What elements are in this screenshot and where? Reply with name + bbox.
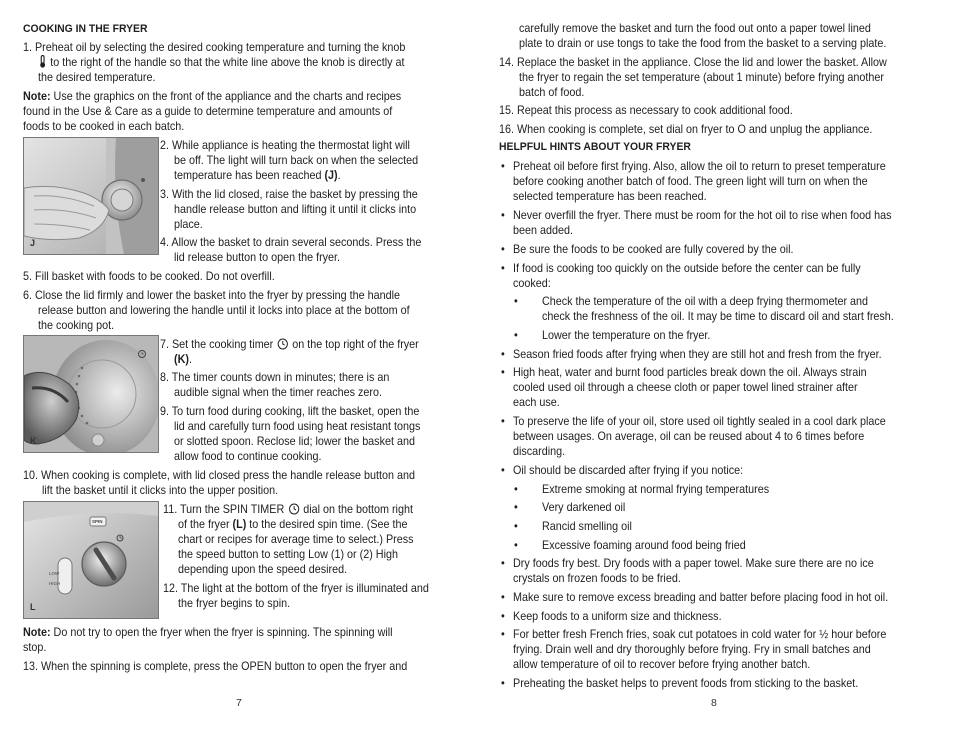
step-15: 15. Repeat this process as necessary to cook additional food. — [499, 104, 793, 117]
step-13-cont-line-2: plate to drain or use tongs to take the food from the basket to a serving plate. — [519, 37, 887, 50]
section-heading-cooking: COOKING IN THE FRYER — [23, 23, 148, 35]
hint-8: Oil should be discarded after frying if you notice: — [513, 464, 744, 477]
step-1-line-3: the desired temperature. — [38, 71, 156, 84]
note-2-line-1 — [23, 625, 393, 640]
bullet-8b: • — [514, 501, 518, 514]
bullet-2: • — [501, 209, 505, 222]
bullet-12: • — [501, 628, 505, 641]
hint-2-line-1: Never overfill the fryer. There must be room for the hot oil to rise when food has — [513, 209, 892, 222]
hint-5: Season fried foods after frying when they are still hot and fresh from the fryer. — [513, 348, 882, 361]
photo-k-cooking-timer-dial — [23, 335, 159, 453]
hint-6-line-2: cooled used oil through a cheese cloth or paper towel lined strainer after — [513, 381, 858, 394]
step-9-line-2: lid and carefully turn food using heat resistant tongs — [174, 420, 421, 433]
page-number-8: 8 — [711, 697, 717, 709]
hint-12-line-3: allow temperature of oil to recover before frying another batch. — [513, 658, 811, 671]
step-7-text-b: on the top right of the fryer — [289, 338, 419, 351]
step-7-line-1 — [160, 337, 419, 352]
hint-4b: Lower the temperature on the fryer. — [542, 329, 711, 342]
step-10-line-1: 10. When cooking is complete, with lid closed press the handle release button and — [23, 469, 415, 482]
step-12-line-2: the fryer begins to spin. — [178, 597, 291, 610]
hint-10: Make sure to remove excess breading and batter before placing food in hot oil. — [513, 591, 889, 604]
step-11-line-3: chart or recipes for average time to select.) Press — [178, 533, 414, 546]
step-14-line-3: batch of food. — [519, 86, 585, 99]
photo-j-label: J — [30, 238, 36, 248]
step-11-text-d: to the desired spin time. (See the — [246, 518, 408, 531]
bullet-13: • — [501, 677, 505, 690]
hint-7-line-3: discarding. — [513, 445, 566, 458]
step-4-line-1: 4. Allow the basket to drain several seconds. Press the — [160, 236, 422, 249]
photo-k-label: K — [30, 436, 37, 446]
step-14-line-2: the fryer to regain the set temperature (about 1 minute) before frying another — [519, 71, 885, 84]
bullet-1: • — [501, 160, 505, 173]
step-8-line-2: audible signal when the timer reaches zero. — [174, 386, 382, 399]
hint-6-line-3: each use. — [513, 396, 560, 409]
bullet-7: • — [501, 415, 505, 428]
hint-2-line-2: been added. — [513, 224, 573, 237]
step-1-line-2 — [38, 55, 405, 70]
bullet-11: • — [501, 610, 505, 623]
step-3-line-1: 3. With the lid closed, raise the basket by pressing the — [160, 188, 418, 201]
note-label: Note: — [23, 90, 51, 103]
bullet-6: • — [501, 366, 505, 379]
step-2-line-3 — [174, 168, 341, 183]
photo-j-hand-lifting-basket — [23, 137, 159, 255]
bullet-8d: • — [514, 539, 518, 552]
step-3-line-2: handle release button and lifting it until it clicks into — [174, 203, 417, 216]
bullet-8: • — [501, 464, 505, 477]
hint-1-line-1: Preheat oil before first frying. Also, allow the oil to return to preset temperature — [513, 160, 886, 173]
hint-1-line-2: before cooking another batch of food. The green light will turn on when the — [513, 175, 868, 188]
step-8-line-1: 8. The timer counts down in minutes; there is an — [160, 371, 390, 384]
note-1-text: Use the graphics on the front of the appliance and the charts and recipes — [50, 90, 402, 103]
step-1-line-2-text: to the right of the handle so that the white line above the knob is directly at — [47, 56, 405, 69]
step-13-cont-line-1: carefully remove the basket and turn the food out onto a paper towel lined — [519, 22, 871, 35]
step-10-line-2: lift the basket until it clicks into the upper position. — [42, 484, 279, 497]
note-1-line-2: found in the Use & Care as a guide to determine temperature and amounts of — [23, 105, 393, 118]
bullet-4b: • — [514, 329, 518, 342]
section-heading-hints: HELPFUL HINTS ABOUT YOUR FRYER — [499, 141, 691, 153]
page-8 — [477, 0, 954, 738]
note-2-label: Note: — [23, 626, 51, 639]
hint-8b: Very darkened oil — [542, 501, 626, 514]
spin-timer-icon — [288, 503, 299, 515]
hint-12-line-2: frying. Drain well and dry thoroughly before frying. Fry in small batches and — [513, 643, 871, 656]
thermometer-icon — [39, 55, 46, 68]
step-14-line-1: 14. Replace the basket in the appliance. Close the lid and lower the basket. Allow — [499, 56, 887, 69]
note-1-line-3: foods to be cooked in each batch. — [23, 120, 185, 133]
step-6-line-2: release button and lowering the handle until it locks into place at the bottom of — [38, 304, 410, 317]
step-16: 16. When cooking is complete, set dial on fryer to O and unplug the appliance. — [499, 123, 873, 136]
step-2-line-1: 2. While appliance is heating the thermostat light will — [160, 139, 410, 152]
step-9-line-1: 9. To turn food during cooking, lift the basket, open the — [160, 405, 420, 418]
bullet-8c: • — [514, 520, 518, 533]
page-number-7: 7 — [236, 697, 242, 709]
step-11-line-5: depending upon the speed desired. — [178, 563, 348, 576]
step-3-line-3: place. — [174, 218, 203, 231]
hint-11: Keep foods to a uniform size and thickness. — [513, 610, 722, 623]
hint-4-line-1: If food is cooking too quickly on the outside before the center can be fully — [513, 262, 861, 275]
step-11-text-b: dial on the bottom right — [300, 503, 413, 516]
figure-ref-j: (J) — [324, 169, 338, 182]
hint-8a: Extreme smoking at normal frying temperatures — [542, 483, 770, 496]
photo-l-label: L — [30, 602, 36, 612]
photo-l-high-text: HIGH — [49, 581, 61, 586]
bullet-3: • — [501, 243, 505, 256]
step-2-line-2: be off. The light will turn back on when the selected — [174, 154, 419, 167]
hint-13: Preheating the basket helps to prevent foods from sticking to the basket. — [513, 677, 859, 690]
note-2-line-2: stop. — [23, 641, 47, 654]
timer-icon — [277, 338, 288, 350]
note-1-line-1 — [23, 89, 401, 104]
step-9-line-3: or slotted spoon. Reclose lid; lower the basket and — [174, 435, 415, 448]
step-1-line-1: 1. Preheat oil by selecting the desired cooking temperature and turning the knob — [23, 41, 406, 54]
bullet-8a: • — [514, 483, 518, 496]
bullet-10: • — [501, 591, 505, 604]
hint-4-line-2: cooked: — [513, 277, 551, 290]
step-13: 13. When the spinning is complete, press the OPEN button to open the fryer and — [23, 660, 408, 673]
step-2-line-3-text: temperature has been reached — [174, 169, 325, 182]
photo-l-spin-timer-dial — [23, 501, 159, 619]
step-11-text-c: of the fryer — [178, 518, 233, 531]
hint-6-line-1: High heat, water and burnt food particles break down the oil. Always strain — [513, 366, 867, 379]
step-6-line-3: the cooking pot. — [38, 319, 115, 332]
bullet-4: • — [501, 262, 505, 275]
hint-8d: Excessive foaming around food being fried — [542, 539, 746, 552]
step-11-line-1 — [163, 502, 413, 517]
hint-4a-line-1: Check the temperature of the oil with a deep frying thermometer and — [542, 295, 869, 308]
hint-12-line-1: For better fresh French fries, soak cut potatoes in cold water for ½ hour before — [513, 628, 887, 641]
step-11-text-a: 11. Turn the SPIN TIMER — [163, 503, 288, 516]
bullet-9: • — [501, 557, 505, 570]
photo-l-button-text: SPIN — [92, 519, 103, 524]
hint-7-line-1: To preserve the life of your oil, store used oil tightly sealed in a cool dark place — [513, 415, 886, 428]
figure-ref-k: (K) — [174, 353, 189, 366]
step-11-line-2 — [178, 517, 408, 532]
step-9-line-4: allow food to continue cooking. — [174, 450, 322, 463]
step-7-line-2 — [174, 352, 192, 367]
step-7-text-a: 7. Set the cooking timer — [160, 338, 277, 351]
hint-7-line-2: between usages. On average, oil can be reused about 4 to 6 times before — [513, 430, 865, 443]
bullet-5: • — [501, 348, 505, 361]
step-5: 5. Fill basket with foods to be cooked. Do not overfill. — [23, 270, 275, 283]
hint-4a-line-2: check the freshness of the oil. It may be time to discard oil and start fresh. — [542, 310, 894, 323]
step-7-period: . — [188, 353, 192, 366]
step-6-line-1: 6. Close the lid firmly and lower the basket into the fryer by pressing the handle — [23, 289, 400, 302]
photo-l-low-text: LOW — [49, 571, 60, 576]
step-11-line-4: the speed button to setting Low (1) or (2) High — [178, 548, 398, 561]
hint-9-line-1: Dry foods fry best. Dry foods with a paper towel. Make sure there are no ice — [513, 557, 874, 570]
step-12-line-1: 12. The light at the bottom of the fryer is illuminated and — [163, 582, 429, 595]
hint-8c: Rancid smelling oil — [542, 520, 632, 533]
figure-ref-l: (L) — [232, 518, 247, 531]
hint-1-line-3: selected temperature has been reached. — [513, 190, 707, 203]
note-2-text: Do not try to open the fryer when the fryer is spinning. The spinning will — [50, 626, 393, 639]
bullet-4a: • — [514, 295, 518, 308]
step-2-period: . — [337, 169, 341, 182]
step-4-line-2: lid release button to open the fryer. — [174, 251, 341, 264]
hint-9-line-2: crystals on frozen foods to be fried. — [513, 572, 681, 585]
hint-3: Be sure the foods to be cooked are fully covered by the oil. — [513, 243, 794, 256]
